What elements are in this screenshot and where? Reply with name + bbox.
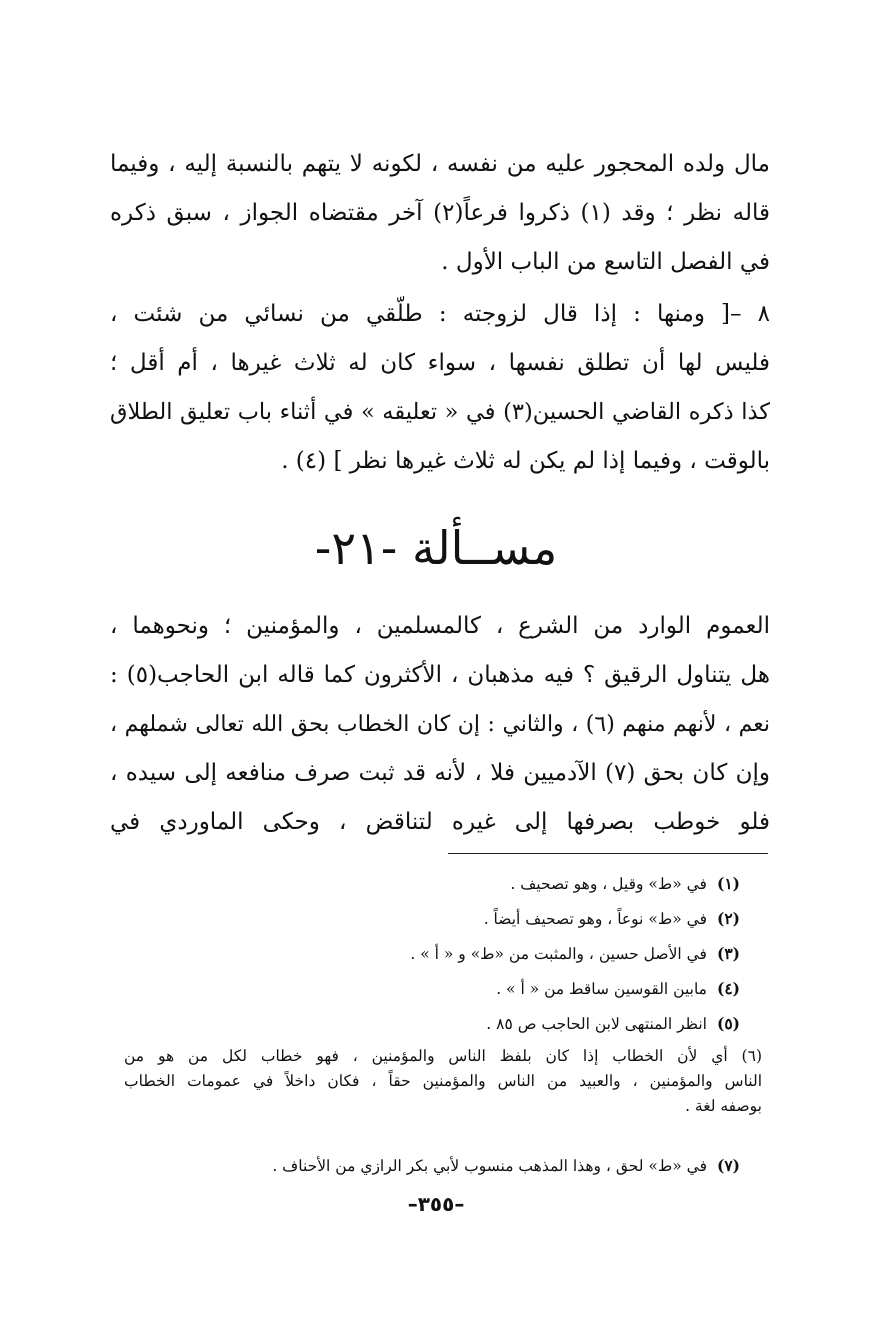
paragraph-1-line: في الفصل التاسع من الباب الأول .	[441, 249, 770, 275]
footnote	[120, 936, 740, 971]
paragraph-2	[110, 290, 770, 486]
footnote	[120, 1006, 740, 1041]
paragraph-3-line: العموم الوارد من الشرع ، كالمسلمين ، والمؤمنين ؛ ونحوهما ،	[110, 613, 770, 639]
footnote-number: (٣)	[716, 944, 740, 963]
footnote-text: في «ط» لحق ، وهذا المذهب منسوب لأبي بكر الرازي من الأحناف .	[272, 1157, 707, 1175]
footnote-text: في «ط» وقيل ، وهو تصحيف .	[510, 875, 707, 893]
footnote-text: في «ط» نوعاً ، وهو تصحيف أيضاً .	[483, 910, 707, 928]
paragraph-2-line: ٨ –[ ومنها : إذا قال لزوجته : طلّقي من نسائي من شئت ،	[110, 301, 770, 327]
footnote-6-line: بوصفه لغة .	[685, 1097, 762, 1115]
footnote	[120, 971, 740, 1006]
footnote-text: مابين القوسين ساقط من « أ » .	[496, 980, 707, 998]
footnote	[120, 1148, 740, 1183]
footnote	[120, 866, 740, 901]
paragraph-1	[110, 140, 770, 287]
footnote-number: (٥)	[716, 1014, 740, 1033]
paragraph-1-line: قاله نظر ؛ وقد (١) ذكروا فرعاً(٢) آخر مقتضاه الجواز ، سبق ذكره	[110, 200, 770, 226]
paragraph-1-line: مال ولده المحجور عليه من نفسه ، لكونه لا يتهم بالنسبة إليه ، وفيما	[110, 151, 770, 177]
footnote-number: (٧)	[716, 1156, 740, 1175]
footnote-text: في الأصل حسين ، والمثبت من «ط» و « أ » .	[410, 945, 707, 963]
paragraph-3-line: هل يتناول الرقيق ؟ فيه مذهبان ، الأكثرون كما قاله ابن الحاجب(٥) :	[110, 662, 770, 688]
footnote	[120, 901, 740, 936]
footnote-6-line: (٦) أي لأن الخطاب إذا كان بلفظ الناس والمؤمنين ، فهو خطاب لكل من هو من	[124, 1047, 762, 1065]
footnotes	[120, 866, 740, 1041]
paragraph-3-line: نعم ، لأنهم منهم (٦) ، والثاني : إن كان الخطاب بحق الله تعالى شملهم ،	[110, 712, 770, 737]
footnote-separator	[448, 853, 768, 854]
section-title: مســألة -٢١-	[314, 521, 558, 575]
paragraph-2-line: كذا ذكره القاضي الحسين(٣) في « تعليقه » في أثناء باب تعليق الطلاق	[110, 399, 770, 425]
paragraph-2-line: بالوقت ، وفيما إذا لم يكن له ثلاث غيرها نظر ] (٤) .	[281, 448, 770, 474]
footnote-text: انظر المنتهى لابن الحاجب ص ٨٥ .	[486, 1015, 707, 1033]
paragraph-3	[110, 602, 770, 847]
footnote-number: (٤)	[716, 979, 740, 998]
paragraph-2-line: فليس لها أن تطلق نفسها ، سواء كان له ثلاث غيرها ، أم أقل ؛	[110, 350, 770, 376]
page-number: –٣٥٥–	[407, 1192, 465, 1216]
footnote-6-line: الناس والمؤمنين ، والعبيد من الناس والمؤمنين حقاً ، فكان داخلاً في عمومات الخطاب	[124, 1072, 762, 1090]
paragraph-3-line: فلو خوطب بصرفها إلى غيره لتناقض ، وحكى الماوردي في	[110, 809, 770, 835]
footnote-7	[120, 1148, 740, 1183]
footnote-6	[124, 1044, 762, 1119]
footnote-number: (٢)	[716, 909, 740, 928]
paragraph-3-line: وإن كان بحق (٧) الآدميين فلا ، لأنه قد ثبت صرف منافعه إلى سيده ،	[110, 760, 770, 786]
footnote-number: (١)	[716, 874, 740, 893]
